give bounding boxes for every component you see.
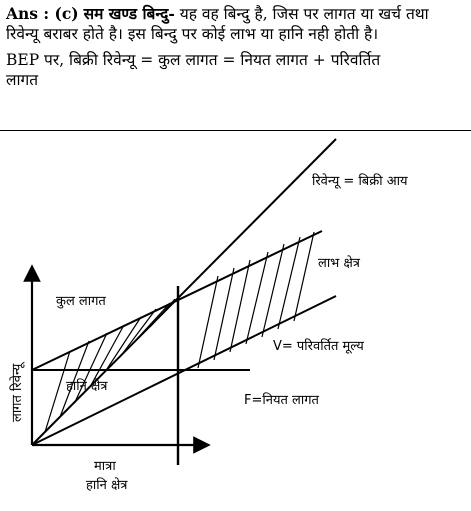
loss-zone-label: हानि क्षेत्र [66, 379, 108, 394]
answer-text [6, 4, 464, 90]
bep-formula-line2: लागत [6, 71, 39, 89]
revenue-label: रिवेन्यू = बिक्री आय [312, 174, 408, 189]
answer-paragraph [6, 4, 464, 44]
profit-zone-label: लाभ क्षेत्र [318, 256, 360, 271]
bep-formula-line1: BEP पर, बिक्री रिवेन्यू = कुल लागत = नियत लागत + परिवर्तित [6, 51, 381, 69]
fixed-cost-label: F=नियत लागत [244, 393, 319, 408]
variable-cost-label: V= परिवर्तित मूल्य [273, 339, 364, 354]
bep-formula [6, 50, 464, 90]
x-axis-label: मात्रा [94, 459, 116, 474]
break-even-diagram [0, 131, 471, 511]
answer-heading: सम खण्ड बिन्दु- [83, 4, 175, 23]
y-axis-label: लागत रिवेन्यू [10, 363, 25, 422]
answer-label: Ans : (c) [6, 4, 79, 23]
total-cost-label: कुल लागत [56, 294, 106, 309]
loss-zone-lower-label: हानि क्षेत्र [86, 478, 128, 493]
answer-body: यह वह बिन्दु है, जिस पर लागत या खर्च तथा रिवेन्यू बराबर होते है। इस बिन्दु पर कोई लाभ या हानि नही होती है। [6, 5, 429, 43]
